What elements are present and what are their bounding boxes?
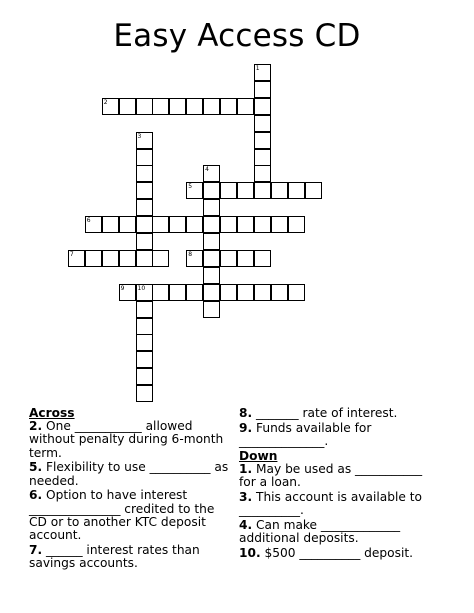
clues-right-column (239, 407, 439, 562)
crossword-cell[interactable] (288, 216, 305, 233)
clue-item-number: 7. (29, 542, 43, 557)
crossword-cell[interactable] (119, 216, 136, 233)
crossword-cell[interactable] (203, 267, 220, 284)
clue-number: 3 (137, 132, 142, 140)
crossword-cell[interactable] (136, 250, 153, 267)
clue-number: 5 (188, 183, 193, 191)
crossword-cell[interactable] (169, 98, 186, 115)
across-clue-list-continued (239, 407, 439, 448)
crossword-cell[interactable] (136, 182, 153, 199)
crossword-cell[interactable] (136, 149, 153, 166)
crossword-cell[interactable] (237, 98, 254, 115)
crossword-cell[interactable] (186, 284, 203, 301)
crossword-cell[interactable] (136, 368, 153, 385)
crossword-cell[interactable] (203, 98, 220, 115)
crossword-cell[interactable] (152, 250, 169, 267)
crossword-cell[interactable] (136, 199, 153, 216)
puzzle-title: Easy Access CD (113, 18, 361, 54)
crossword-cell[interactable] (254, 284, 271, 301)
crossword-cell[interactable] (119, 250, 136, 267)
clue-item-number: 6. (29, 488, 43, 503)
crossword-cell[interactable] (136, 284, 153, 301)
clue-item-text: Can make _____________ additional deposits. (239, 518, 401, 546)
crossword-cell[interactable] (136, 233, 153, 250)
crossword-cell[interactable] (136, 334, 153, 351)
clue-item (239, 519, 439, 545)
clue-item (239, 422, 439, 448)
clue-item (29, 544, 229, 570)
crossword-cell[interactable] (136, 301, 153, 318)
crossword-cell[interactable] (254, 149, 271, 166)
crossword-cell[interactable] (152, 216, 169, 233)
clue-number: 1 (255, 65, 260, 72)
crossword-cell[interactable] (271, 182, 288, 199)
crossword-cell[interactable] (288, 284, 305, 301)
crossword-cell[interactable] (203, 250, 220, 267)
crossword-cell[interactable] (68, 250, 85, 267)
clue-item-text: Option to have interest _______________ credited to the CD or to another KTC deposit account. (29, 488, 215, 543)
crossword-cell[interactable] (186, 216, 203, 233)
crossword-cell[interactable] (254, 81, 271, 98)
crossword-cell[interactable] (136, 318, 153, 335)
crossword-cell[interactable] (186, 182, 203, 199)
clue-item-text: One ___________ allowed without penalty during 6-month term. (29, 419, 224, 460)
clue-number: 9 (120, 284, 125, 292)
crossword-cell[interactable] (119, 284, 136, 301)
crossword-cell[interactable] (220, 216, 237, 233)
clue-item-number: 5. (29, 460, 43, 475)
clue-number: 6 (86, 217, 91, 225)
clue-item (29, 420, 229, 460)
clue-item-number: 9. (239, 420, 253, 435)
crossword-cell[interactable] (254, 182, 271, 199)
crossword-cell[interactable] (119, 98, 136, 115)
down-heading: Down (239, 448, 278, 463)
crossword-cell[interactable] (220, 182, 237, 199)
crossword-cell[interactable] (254, 98, 271, 115)
crossword-cell[interactable] (136, 216, 153, 233)
crossword-cell[interactable] (220, 250, 237, 267)
clue-item-text: This account is available to __________. (239, 490, 422, 518)
clue-number: 2 (103, 98, 108, 106)
crossword-cell[interactable] (136, 351, 153, 368)
clue-item-text: ______ interest rates than savings accounts. (29, 542, 200, 571)
clue-number: 7 (69, 250, 74, 258)
clue-item-text: Flexibility to use __________ as needed. (29, 460, 229, 488)
crossword-cell[interactable] (186, 98, 203, 115)
crossword-cell[interactable] (203, 301, 220, 318)
clue-number: 10 (137, 284, 146, 292)
clue-item-number: 8. (239, 406, 253, 420)
clue-item-number: 3. (239, 490, 253, 504)
crossword-cell[interactable] (85, 216, 102, 233)
crossword-cell[interactable] (254, 115, 271, 132)
crossword-cell[interactable] (203, 284, 220, 301)
across-clue-list (29, 420, 229, 570)
clue-item-text: $500 __________ deposit. (260, 546, 413, 560)
clue-item (239, 491, 439, 517)
clue-item (239, 463, 439, 489)
clue-number: 8 (188, 250, 193, 258)
crossword-cell[interactable] (152, 284, 169, 301)
crossword-cell[interactable] (136, 98, 153, 115)
clue-item (239, 547, 439, 560)
crossword-cell[interactable] (169, 216, 186, 233)
clue-item-text: Funds available for ______________. (239, 420, 372, 448)
clues-left-column (29, 407, 229, 572)
clue-item (239, 407, 439, 420)
crossword-cell[interactable] (220, 284, 237, 301)
crossword-cell[interactable] (169, 284, 186, 301)
crossword-cell[interactable] (85, 250, 102, 267)
crossword-cell[interactable] (254, 165, 271, 182)
clue-item (29, 489, 229, 542)
across-heading: Across (29, 406, 75, 420)
crossword-cell[interactable] (203, 199, 220, 216)
crossword-cell[interactable] (203, 233, 220, 250)
clue-item (29, 461, 229, 487)
crossword-cell[interactable] (136, 165, 153, 182)
crossword-cell[interactable] (102, 216, 119, 233)
clue-item-number: 1. (239, 462, 253, 476)
crossword-cell[interactable] (254, 216, 271, 233)
crossword-cell[interactable] (237, 250, 254, 267)
crossword-cell[interactable] (203, 165, 220, 182)
crossword-cell[interactable] (305, 182, 322, 199)
crossword-cell[interactable] (254, 132, 271, 149)
crossword-cell[interactable] (203, 182, 220, 199)
crossword-cell[interactable] (136, 385, 153, 402)
crossword-cell[interactable] (254, 250, 271, 267)
clue-item-text: _______ rate of interest. (252, 406, 398, 420)
crossword-cell[interactable] (254, 64, 271, 81)
clue-item-number: 2. (29, 419, 43, 434)
clue-item-number: 4. (239, 518, 253, 532)
clue-item-text: May be used as ___________ for a loan. (239, 462, 423, 490)
crossword-cell[interactable] (271, 216, 288, 233)
clue-number: 4 (205, 166, 209, 174)
crossword-cell[interactable] (237, 284, 254, 301)
crossword-cell[interactable] (237, 182, 254, 199)
crossword-cell[interactable] (152, 98, 169, 115)
clue-item-number: 10. (239, 546, 261, 560)
crossword-cell[interactable] (186, 250, 203, 267)
crossword-cell[interactable] (203, 216, 220, 233)
crossword-cell[interactable] (288, 182, 305, 199)
crossword-cell[interactable] (271, 284, 288, 301)
crossword-cell[interactable] (136, 132, 153, 149)
crossword-cell[interactable] (102, 98, 119, 115)
crossword-cell[interactable] (220, 98, 237, 115)
crossword-cell[interactable] (237, 216, 254, 233)
down-clue-list (239, 463, 439, 560)
crossword-cell[interactable] (102, 250, 119, 267)
